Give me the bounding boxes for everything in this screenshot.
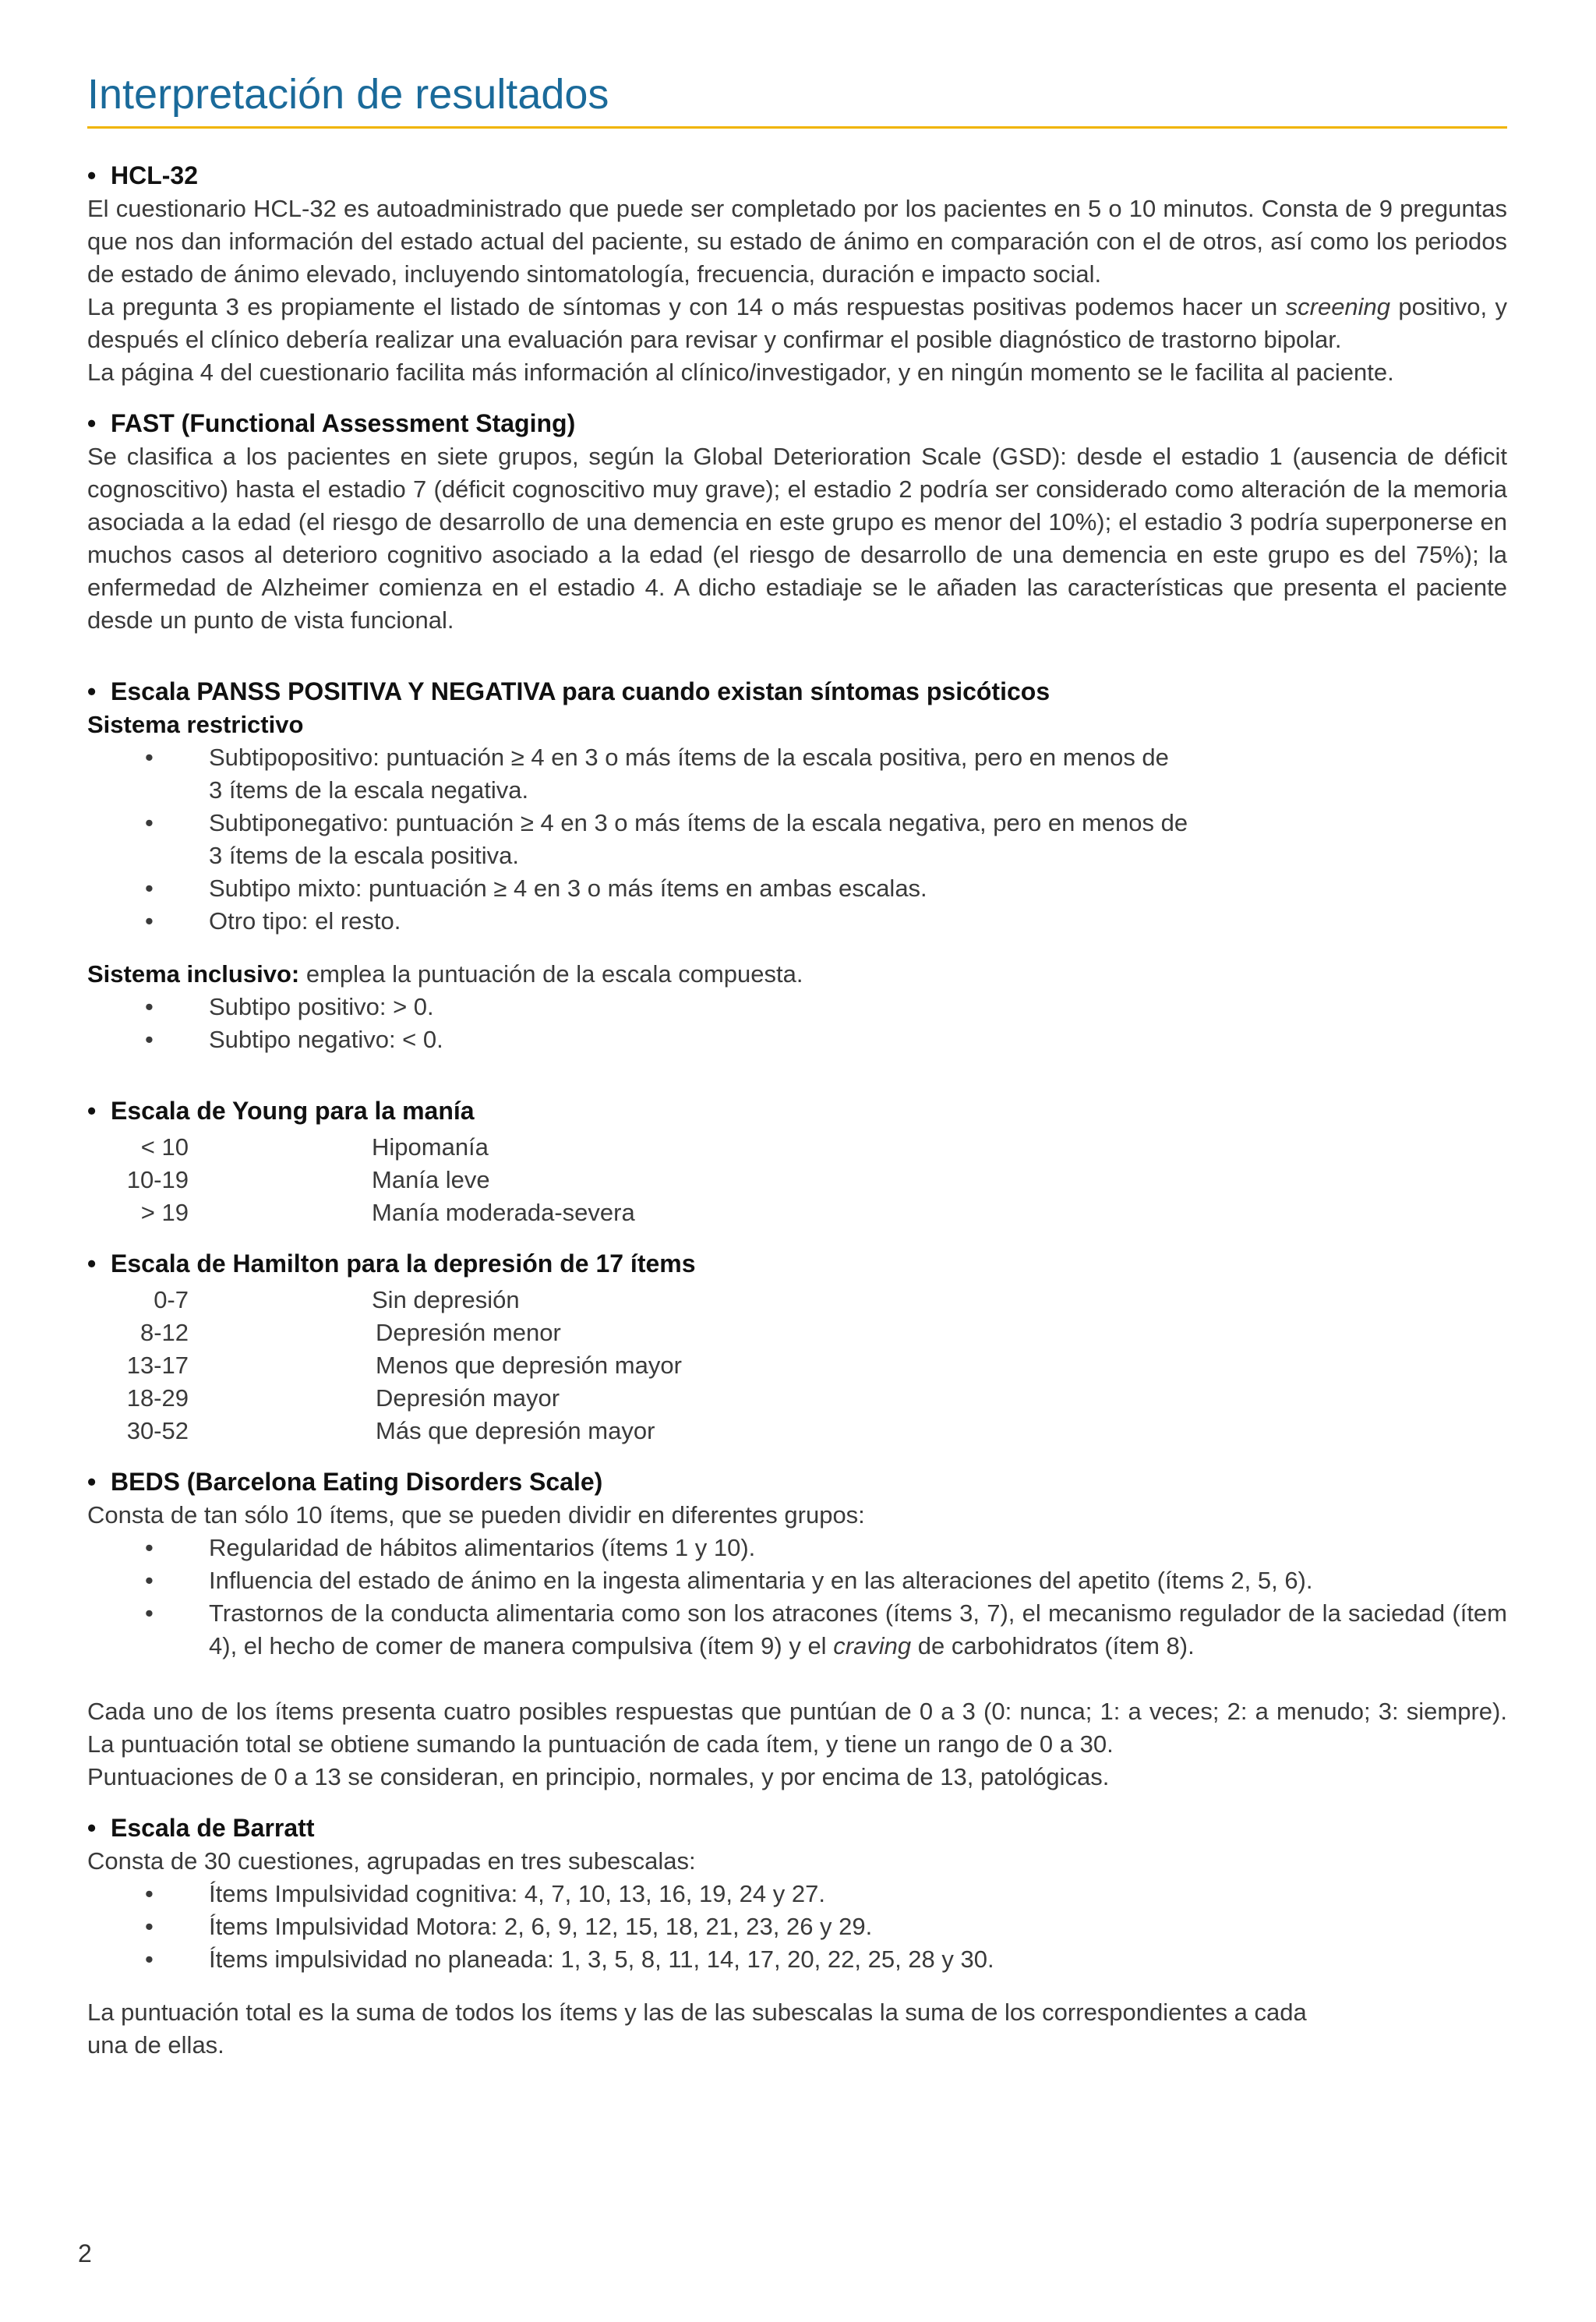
paragraph: La puntuación total es la suma de todos los ítems y las de las subescalas la suma de los correspondientes a cada: [87, 1999, 1307, 2026]
restrictive-list: [87, 741, 1507, 938]
bullet-icon: •: [87, 409, 97, 437]
bullet-icon: •: [87, 1468, 97, 1496]
title-rule: [87, 126, 1507, 129]
paragraph: La pregunta 3 es propiamente el listado de síntomas y con 14 o más respuestas positivas podemos hacer un screening positivo, y después el clínico debería realizar una evaluación para revisar y confirmar el posible diagnóstico de trastorno bipolar.: [87, 293, 1507, 353]
table-row: 18-29 Depresión mayor: [126, 1384, 560, 1412]
list-item: • Regularidad de hábitos alimentarios (ítems 1 y 10).: [145, 1534, 756, 1561]
page-number: 2: [78, 2239, 92, 2267]
beds-list: [87, 1532, 1507, 1663]
paragraph: La página 4 del cuestionario facilita más información al clínico/investigador, y en ningún momento se le facilita al paciente.: [87, 359, 1394, 386]
table-row: 10-19 Manía leve: [126, 1166, 490, 1193]
score-table: [87, 1284, 1507, 1447]
section-heading: Escala PANSS POSITIVA Y NEGATIVA para cuando existan síntomas psicóticos: [111, 677, 1050, 705]
table-row: 8-12 Depresión menor: [139, 1319, 561, 1346]
document-page: [87, 69, 1507, 2062]
table-row: > 19 Manía moderada-severa: [140, 1199, 635, 1226]
section-heading: HCL-32: [111, 161, 199, 189]
table-row: 30-52 Más que depresión mayor: [126, 1417, 655, 1444]
paragraph: Se clasifica a los pacientes en siete grupos, según la Global Deterioration Scale (GSD): desde el estadio 1 (ausencia de déficit cognoscitivo) hasta el estadio 7 (déficit cognoscitivo muy grave); el estadio 2 podría ser considerado como alteración de la memoria asociada a la edad (el riesgo de desarrollo de una demencia en este grupo es menor del 10%); el estadio 3 podría superponerse en muchos casos al deterioro cognitivo asociado a la edad (el riesgo de desarrollo de una demencia en este grupo es del 75%); la enfermedad de Alzheimer comienza en el estadio 4. A dicho estadiaje se le añaden las características que presenta el paciente desde un punto de vista funcional.: [87, 443, 1507, 634]
paragraph: Consta de 30 cuestiones, agrupadas en tres subescalas:: [87, 1847, 696, 1875]
list-item: • Subtipo negativo: < 0.: [145, 1026, 443, 1053]
table-row: 0-7 Sin depresión: [154, 1286, 520, 1313]
paragraph: una de ellas.: [87, 2031, 224, 2059]
inclusive-list: [87, 991, 1507, 1056]
section-heading: Escala de Hamilton para la depresión de 17 ítems: [111, 1249, 696, 1278]
table-row: 13-17 Menos que depresión mayor: [126, 1352, 682, 1379]
bullet-icon: •: [87, 1097, 97, 1125]
table-row: < 10 Hipomanía: [140, 1133, 489, 1161]
inclusive-line: Sistema inclusivo: emplea la puntuación de la escala compuesta.: [87, 960, 803, 988]
paragraph: Cada uno de los ítems presenta cuatro posibles respuestas que puntúan de 0 a 3 (0: nunca; 1: a veces; 2: a menudo; 3: siempre). La puntuación total se obtiene sumando la puntuación de cada ítem, y tiene un rango de 0 a 30.: [87, 1698, 1507, 1758]
score-table: [87, 1131, 1507, 1229]
list-item: • Otro tipo: el resto.: [145, 907, 401, 935]
list-item: • Ítems Impulsividad cognitiva: 4, 7, 10, 13, 16, 19, 24 y 27.: [145, 1880, 825, 1907]
paragraph: Puntuaciones de 0 a 13 se consideran, en principio, normales, y por encima de 13, patológicas.: [87, 1763, 1110, 1790]
list-item-continuation: 3 ítems de la escala positiva.: [209, 842, 520, 869]
paragraph: Consta de tan sólo 10 ítems, que se pueden dividir en diferentes grupos:: [87, 1501, 865, 1529]
list-item: • Ítems Impulsividad Motora: 2, 6, 9, 12, 15, 18, 21, 23, 26 y 29.: [145, 1913, 873, 1940]
section-young: [87, 1094, 1507, 1229]
page-title: Interpretación de resultados: [87, 71, 609, 118]
barratt-list: [87, 1878, 1507, 1976]
bullet-icon: •: [87, 677, 97, 705]
paragraph: El cuestionario HCL-32 es autoadministrado que puede ser completado por los pacientes en 5 o 10 minutos. Consta de 9 preguntas que nos dan información del estado actual del paciente, su estado de ánimo en comparación con el de otros, así como los periodos de estado de ánimo elevado, incluyendo sintomatología, frecuencia, duración e impacto social.: [87, 195, 1507, 288]
bullet-icon: •: [87, 161, 97, 189]
list-item: • Subtipo mixto: puntuación ≥ 4 en 3 o más ítems en ambas escalas.: [145, 875, 927, 902]
section-beds: [87, 1465, 1507, 1794]
section-heading: Escala de Barratt: [111, 1814, 315, 1842]
bullet-icon: •: [87, 1814, 97, 1842]
list-item: • Subtipo positivo: > 0.: [145, 993, 434, 1020]
section-barratt: [87, 1811, 1507, 2062]
bullet-icon: •: [87, 1249, 97, 1278]
section-heading: Escala de Young para la manía: [111, 1097, 475, 1125]
section-hcl32: [87, 158, 1507, 389]
restrictive-label: Sistema restrictivo: [87, 711, 304, 738]
section-hamilton: [87, 1246, 1507, 1447]
section-panss: [87, 674, 1507, 1056]
section-heading: BEDS (Barcelona Eating Disorders Scale): [111, 1468, 603, 1496]
section-heading: FAST (Functional Assessment Staging): [111, 409, 576, 437]
list-item: • Subtiponegativo: puntuación ≥ 4 en 3 o más ítems de la escala negativa, pero en menos de: [145, 809, 1188, 836]
list-item: • Influencia del estado de ánimo en la ingesta alimentaria y en las alteraciones del apetito (ítems 2, 5, 6).: [145, 1567, 1313, 1594]
section-fast: [87, 406, 1507, 637]
list-item-continuation: 3 ítems de la escala negativa.: [209, 776, 529, 804]
list-item: • Ítems impulsividad no planeada: 1, 3, 5, 8, 11, 14, 17, 20, 22, 25, 28 y 30.: [145, 1946, 994, 1973]
list-item: • Subtipopositivo: puntuación ≥ 4 en 3 o más ítems de la escala positiva, pero en menos de: [145, 744, 1169, 771]
list-item: • Trastornos de la conducta alimentaria como son los atracones (ítems 3, 7), el mecanismo regulador de la saciedad (ítem 4), el hecho de comer de manera compulsiva (ítem 9) y el craving de carbohidratos (ítem 8).: [145, 1599, 1507, 1659]
